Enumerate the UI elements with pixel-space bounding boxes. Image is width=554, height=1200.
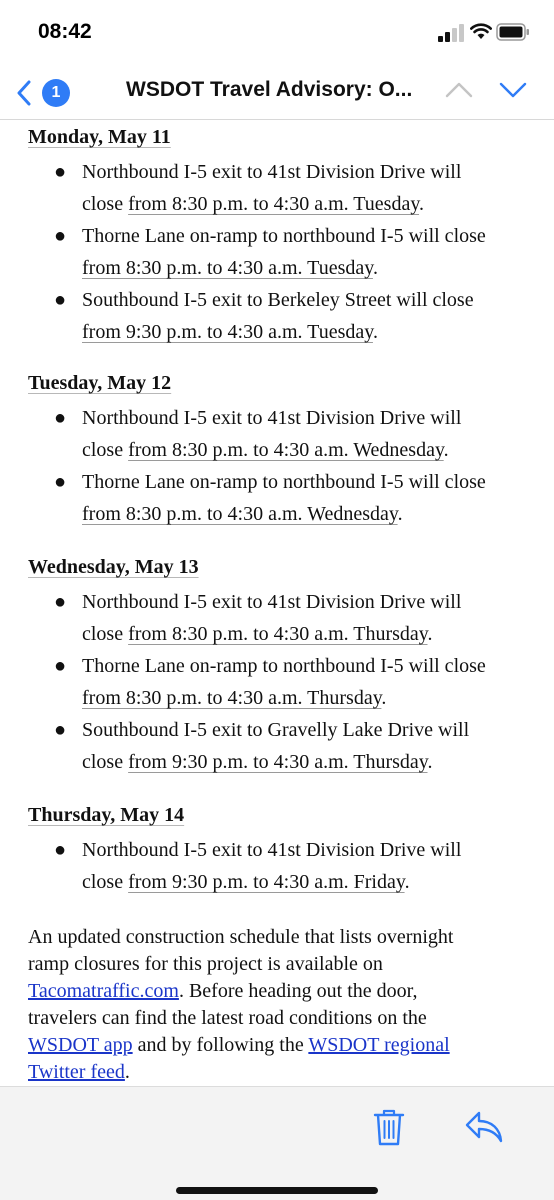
closure-prefix: close (82, 193, 129, 215)
closure-text-line: Thorne Lane on-ramp to northbound I-5 will close (82, 225, 486, 247)
chevron-up-icon[interactable] (444, 78, 474, 102)
footer-paragraph (28, 924, 528, 1086)
closure-suffix: . (427, 751, 433, 773)
list-item (0, 156, 554, 220)
list-item (0, 220, 554, 284)
closure-suffix: . (397, 503, 403, 525)
closure-prefix: close (82, 623, 129, 645)
footer-line: An updated construction schedule that lists overnight (28, 926, 454, 948)
closure-list (0, 156, 554, 348)
closure-text-line: Thorne Lane on-ramp to northbound I-5 will close (82, 471, 486, 493)
closure-prefix: close (82, 871, 129, 893)
footer-text: . Before heading out the door, (178, 980, 418, 1002)
day-heading: Tuesday, May 12 (28, 372, 172, 394)
closure-list (0, 402, 554, 530)
closure-text-line (82, 866, 532, 898)
home-indicator (176, 1187, 378, 1194)
footer-line (28, 978, 528, 1005)
closure-prefix: close (82, 751, 129, 773)
closure-suffix: . (427, 623, 433, 645)
closure-time: from 8:30 p.m. to 4:30 a.m. Wednesday (82, 503, 398, 525)
closure-text-line (82, 188, 532, 220)
closure-time: from 8:30 p.m. to 4:30 a.m. Thursday (128, 623, 428, 645)
tacomatraffic-link[interactable]: Tacomatraffic.com (28, 980, 179, 1002)
closure-text-line (82, 682, 532, 714)
status-time: 08:42 (38, 20, 92, 43)
closure-text-line: Thorne Lane on-ramp to northbound I-5 will close (82, 655, 486, 677)
day-heading: Wednesday, May 13 (28, 556, 199, 578)
closure-suffix: . (404, 871, 410, 893)
list-item (0, 834, 554, 898)
closure-text-line (82, 252, 532, 284)
back-button[interactable] (12, 73, 74, 111)
closure-text-line: Northbound I-5 exit to 41st Division Drive will (82, 161, 462, 183)
closure-time: from 9:30 p.m. to 4:30 a.m. Friday (128, 871, 405, 893)
day-heading: Monday, May 11 (28, 126, 171, 148)
wsdot-regional-link[interactable]: WSDOT regional (308, 1034, 450, 1056)
bullet: ● (54, 591, 67, 613)
footer-line (28, 1032, 528, 1059)
list-item (0, 650, 554, 714)
closure-text-line: Northbound I-5 exit to 41st Division Drive will (82, 407, 462, 429)
closure-time: from 8:30 p.m. to 4:30 a.m. Tuesday (82, 257, 373, 279)
list-item (0, 284, 554, 348)
day-heading: Thursday, May 14 (28, 804, 185, 826)
closure-text-line: Northbound I-5 exit to 41st Division Drive will (82, 591, 462, 613)
closure-time: from 8:30 p.m. to 4:30 a.m. Thursday (82, 687, 382, 709)
closure-text-line (82, 618, 532, 650)
closure-suffix: . (419, 193, 425, 215)
trash-icon[interactable] (372, 1107, 406, 1147)
closure-time: from 8:30 p.m. to 4:30 a.m. Tuesday (128, 193, 420, 215)
message-body (0, 120, 554, 1086)
bullet: ● (54, 655, 67, 677)
wifi-icon (470, 22, 492, 40)
cellular-signal-icon (437, 24, 467, 42)
wsdot-app-link[interactable]: WSDOT app (28, 1034, 133, 1056)
closure-list (0, 586, 554, 778)
battery-icon (496, 23, 530, 41)
chevron-down-icon[interactable] (498, 78, 528, 102)
bullet: ● (54, 289, 67, 311)
footer-line (28, 1059, 528, 1086)
bullet: ● (54, 407, 67, 429)
closure-text-line (82, 498, 532, 530)
closure-text-line: Northbound I-5 exit to 41st Division Drive will (82, 839, 462, 861)
footer-line: ramp closures for this project is available on (28, 953, 383, 975)
list-item (0, 586, 554, 650)
twitter-feed-link[interactable]: Twitter feed (28, 1061, 125, 1083)
closure-text-line (82, 746, 532, 778)
closure-list (0, 834, 554, 898)
closure-text-line (82, 434, 532, 466)
bullet: ● (54, 719, 67, 741)
closure-suffix: . (372, 257, 378, 279)
list-item (0, 714, 554, 778)
bottom-toolbar (0, 1086, 554, 1200)
bullet: ● (54, 161, 67, 183)
closure-time: from 9:30 p.m. to 4:30 a.m. Tuesday (82, 321, 373, 343)
closure-text-line: Southbound I-5 exit to Gravelly Lake Drive will (82, 719, 470, 741)
back-chevron-icon (16, 80, 32, 106)
footer-text: and by following the (132, 1034, 309, 1056)
reply-icon[interactable] (464, 1109, 504, 1145)
list-item (0, 466, 554, 530)
closure-suffix: . (381, 687, 387, 709)
mail-nav-bar (0, 64, 554, 120)
footer-text: . (124, 1061, 130, 1083)
bullet: ● (54, 225, 67, 247)
closure-suffix: . (372, 321, 378, 343)
bullet: ● (54, 839, 67, 861)
bullet: ● (54, 471, 67, 493)
message-subject-title: WSDOT Travel Advisory: O... (126, 78, 413, 101)
closure-suffix: . (443, 439, 449, 461)
closure-text-line: Southbound I-5 exit to Berkeley Street will close (82, 289, 474, 311)
closure-text-line (82, 316, 532, 348)
list-item (0, 402, 554, 466)
status-bar (0, 0, 554, 64)
closure-prefix: close (82, 439, 129, 461)
unread-count-badge: 1 (42, 79, 70, 107)
footer-line: travelers can find the latest road conditions on the (28, 1007, 427, 1029)
closure-time: from 8:30 p.m. to 4:30 a.m. Wednesday (128, 439, 444, 461)
closure-time: from 9:30 p.m. to 4:30 a.m. Thursday (128, 751, 428, 773)
